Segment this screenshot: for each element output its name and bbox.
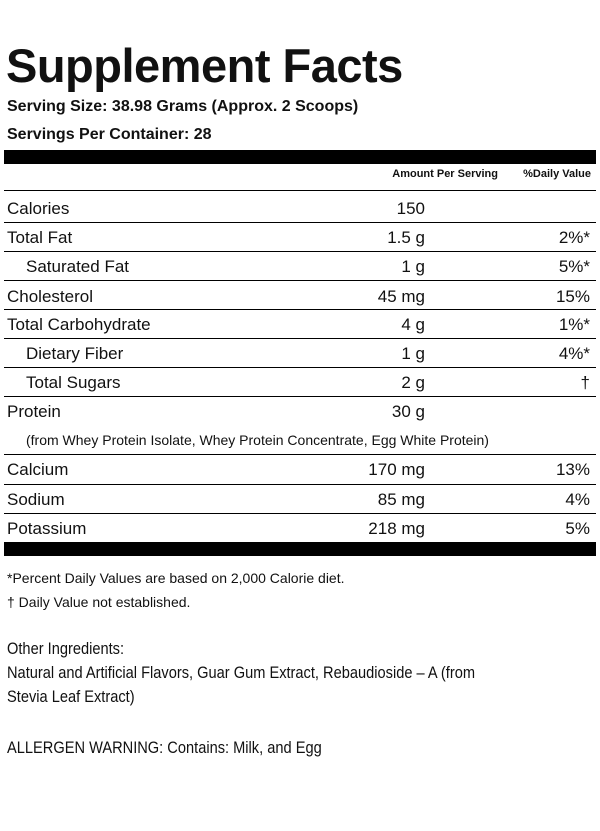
- nutrient-row-cholesterol: [4, 281, 596, 310]
- nutrient-amount: 2 g: [401, 373, 425, 392]
- nutrient-row-dietary-fiber: [4, 338, 596, 367]
- nutrient-name: Sodium: [7, 490, 65, 509]
- nutrient-name: Potassium: [7, 519, 87, 538]
- nutrient-name: Calcium: [7, 460, 69, 479]
- nutrient-amount: 85 mg: [377, 490, 425, 509]
- nutrient-daily-value: †: [580, 373, 590, 392]
- nutrient-amount: 170 mg: [368, 460, 425, 479]
- nutrient-row-protein: [4, 396, 596, 425]
- other-ingredients-heading: Other Ingredients:: [7, 639, 125, 658]
- nutrient-daily-value: 5%*: [558, 257, 590, 276]
- nutrient-name: Total Fat: [7, 228, 73, 247]
- nutrient-amount: 1 g: [401, 257, 425, 276]
- footnote-not-established: † Daily Value not established.: [7, 594, 191, 610]
- nutrient-daily-value: 15%: [555, 287, 590, 306]
- nutrient-name: Saturated Fat: [26, 257, 130, 276]
- header-divider: [4, 190, 596, 191]
- nutrient-amount: 1 g: [401, 344, 425, 363]
- other-ingredients-line-2: Stevia Leaf Extract): [7, 687, 135, 706]
- nutrient-row-calcium: [4, 454, 596, 483]
- nutrient-daily-value: 13%: [555, 460, 590, 479]
- nutrient-row-sodium: [4, 484, 596, 513]
- nutrient-daily-value: 1%*: [558, 315, 590, 334]
- nutrient-name: Calories: [7, 199, 70, 218]
- nutrient-row-total-fat: [4, 222, 596, 251]
- amount-per-serving-header: Amount Per Serving: [392, 168, 498, 180]
- nutrient-name: Dietary Fiber: [26, 344, 124, 363]
- thick-divider-bottom: [4, 542, 596, 556]
- nutrient-name: Protein: [7, 402, 61, 421]
- nutrient-amount: 150: [396, 199, 425, 218]
- nutrient-amount: 4 g: [401, 315, 425, 334]
- nutrient-name: Total Sugars: [26, 373, 121, 392]
- nutrient-amount: 218 mg: [368, 519, 425, 538]
- nutrient-name: Cholesterol: [7, 287, 93, 306]
- nutrient-daily-value: 2%*: [558, 228, 590, 247]
- nutrient-row-total-carbohydrate: [4, 309, 596, 338]
- nutrient-daily-value: 4%*: [558, 344, 590, 363]
- nutrient-amount: 30 g: [391, 402, 425, 421]
- footnote-percent-daily-value: *Percent Daily Values are based on 2,000 Calorie diet.: [7, 570, 345, 586]
- panel-title: Supplement Facts: [6, 39, 403, 92]
- allergen-warning: ALLERGEN WARNING: Contains: Milk, and Egg: [7, 738, 322, 757]
- thick-divider-top: [4, 150, 596, 164]
- nutrient-name: Total Carbohydrate: [7, 315, 151, 334]
- nutrient-daily-value: 5%: [565, 519, 590, 538]
- servings-per-container: Servings Per Container: 28: [7, 126, 212, 143]
- nutrient-row-total-sugars: [4, 367, 596, 396]
- other-ingredients-line-1: Natural and Artificial Flavors, Guar Gum Extract, Rebaudioside – A (from: [7, 663, 476, 682]
- nutrient-daily-value: 4%: [565, 490, 590, 509]
- nutrient-amount: 1.5 g: [387, 228, 425, 247]
- daily-value-header: %Daily Value: [523, 168, 591, 180]
- serving-size: Serving Size: 38.98 Grams (Approx. 2 Scoops): [7, 98, 359, 115]
- protein-source-note: (from Whey Protein Isolate, Whey Protein Concentrate, Egg White Protein): [26, 432, 489, 448]
- nutrient-row-calories: [4, 193, 596, 222]
- nutrient-amount: 45 mg: [377, 287, 425, 306]
- nutrient-row-potassium: [4, 513, 596, 542]
- nutrient-row-saturated-fat: [4, 251, 596, 280]
